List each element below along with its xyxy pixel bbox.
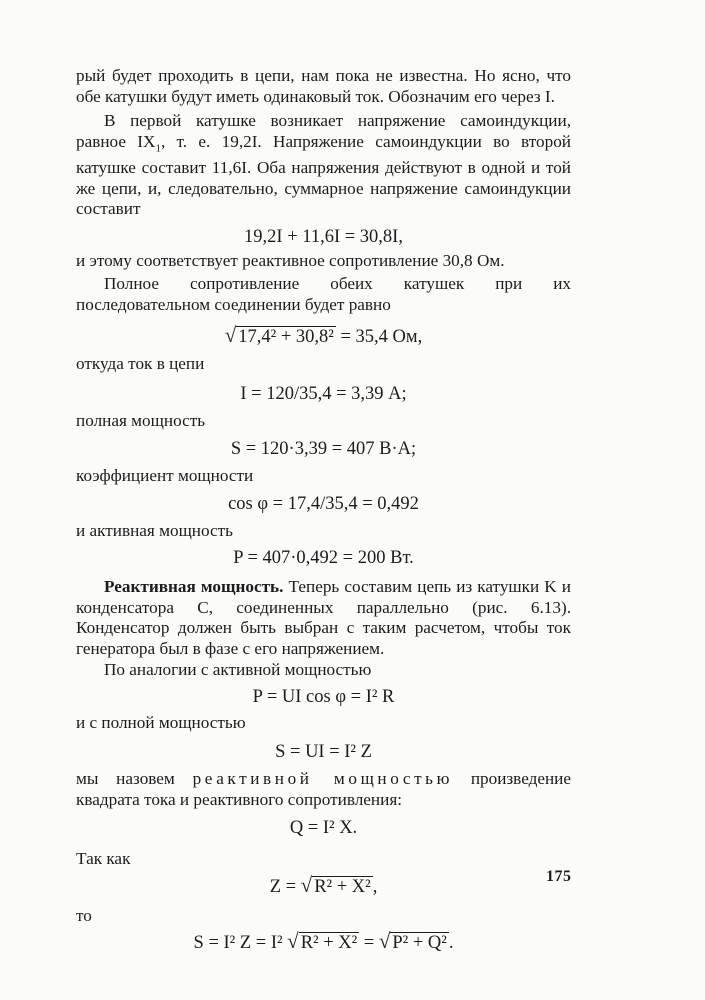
text-column [76, 66, 571, 954]
sqrt-expression [379, 930, 449, 954]
formula-full-power-general: S = UI = I² Z [275, 742, 372, 763]
sqrt-expression [287, 930, 359, 954]
text-run: S = I² Z = I² [193, 933, 288, 954]
paragraph-then: то [76, 905, 92, 925]
sqrt-sign: √ [287, 929, 299, 954]
text-run: . [448, 933, 454, 954]
text-run: произведение квадрата тока и реактивного сопротивления: [76, 769, 571, 809]
sqrt-sign: √ [224, 323, 237, 348]
text-run: Z = [269, 876, 301, 897]
paragraph-reactance: и этому соответствует реактивное сопротивление 30,8 Ом. [76, 250, 505, 270]
sqrt-argument: R² + X² [300, 933, 358, 954]
text-run: X [143, 131, 156, 151]
formula-active-power-general: P = UI cos φ = I² R [252, 686, 395, 707]
section-heading: Реактивная мощность. [104, 577, 284, 597]
paragraph-impedance: Полное сопротивление обеих катушек при их последовательном соединении будет равно [76, 274, 571, 314]
formula-impedance [76, 324, 571, 348]
text-run: Теперь составим цепь из катушки K и конденсатора C, соединенных параллельно (рис. 6.13). Конденсатор должен быть выбран с таким расчетом, чтобы ток генератора был в фазе с его напряжением. [76, 577, 572, 658]
text-run: = 35,4 Ом, [340, 327, 423, 348]
paragraph-apparent-power: полная мощность [76, 410, 206, 430]
sqrt-expression [225, 324, 336, 348]
text-run: , [372, 876, 378, 897]
sqrt-expression [301, 874, 373, 898]
paragraph-active-power: и активная мощность [76, 520, 234, 540]
paragraph-continuation: рый будет проходить в цепи, нам пока не известна. Но ясно, что обе катушки будут иметь одинаковый ток. Обозначим его через I. [76, 66, 571, 106]
formula-power-factor: cos φ = 17,4/35,4 = 0,492 [228, 493, 419, 514]
spaced-term: реактивной мощностью [192, 769, 454, 789]
formula-current: I = 120/35,4 = 3,39 А; [240, 383, 407, 404]
paragraph-full-power: и с полной мощностью [76, 712, 246, 732]
formula-sum-voltage: 19,2I + 11,6I = 30,8I, [244, 226, 403, 247]
paragraph-since: Так как [76, 849, 131, 869]
subscript: 1 [155, 141, 161, 154]
sqrt-argument: 17,4² + 30,8² [238, 327, 334, 348]
text-run: В первой катушке возникает напряжение самоиндукции, равное I [76, 111, 571, 151]
paragraph-self-induction [76, 111, 571, 220]
formula-active-power: P = 407·0,492 = 200 Вт. [233, 548, 414, 569]
formula-s-final [76, 930, 571, 954]
formula-apparent-power: S = 120·3,39 = 407 В·А; [230, 439, 417, 460]
paragraph-definition [76, 769, 571, 810]
text-run: , т. е. 19,2I. Напряжение самоиндукции во второй катушке составит 11,6I. Оба напряжения действуют в одной и той же цепи, и, следовательно, суммарное напряжение самоиндукции составит [76, 131, 571, 219]
paragraph-analogy: По аналогии с активной мощностью [104, 660, 372, 680]
formula-z [76, 874, 571, 898]
paragraph-current: откуда ток в цепи [76, 354, 205, 374]
sqrt-argument: P² + Q² [392, 933, 447, 954]
sqrt-sign: √ [300, 872, 313, 897]
sqrt-argument: R² + X² [314, 876, 371, 897]
page-number: 175 [546, 868, 572, 885]
formula-reactive-power: Q = I² X. [289, 818, 358, 839]
sqrt-sign: √ [378, 929, 391, 954]
paragraph-reactive-power [76, 577, 571, 659]
text-run: мы назовем [76, 769, 193, 789]
text-run: = [359, 933, 379, 954]
paragraph-power-factor: коэффициент мощности [76, 466, 254, 486]
